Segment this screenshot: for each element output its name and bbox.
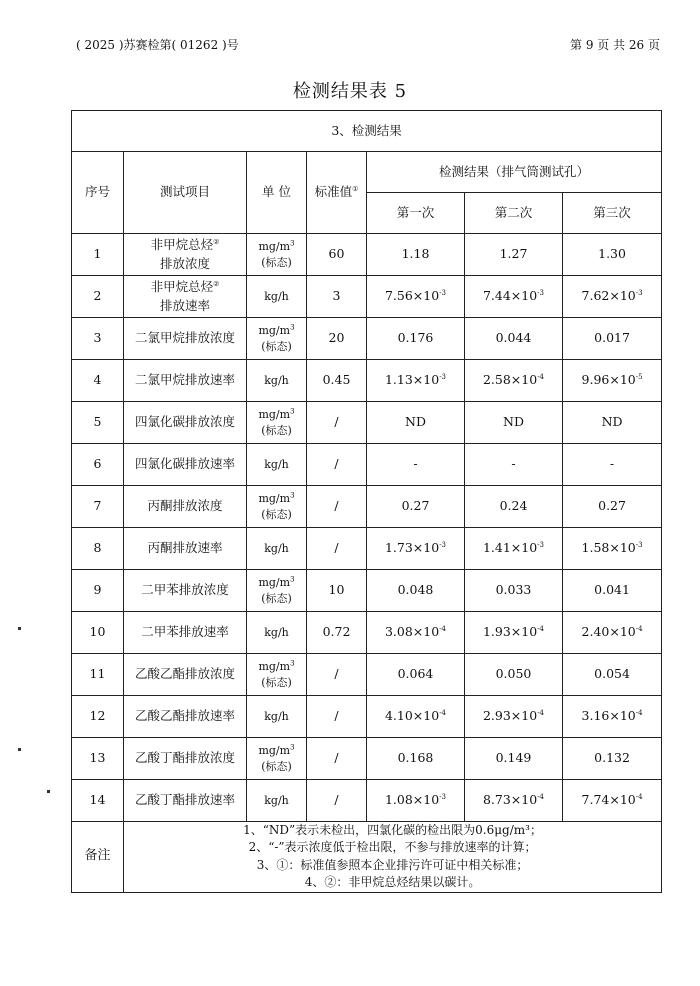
result-second [465, 276, 563, 318]
col-header-standard [307, 152, 367, 234]
row-number: 5 [72, 402, 124, 444]
unit-value: kg/h [264, 625, 289, 639]
table-row [72, 486, 662, 528]
result-first-value: 0.27 [401, 498, 430, 514]
table-row [72, 402, 662, 444]
result-second [465, 486, 563, 528]
result-first-value: 1.13×10 [384, 372, 440, 388]
result-third-value: 0.054 [594, 666, 630, 682]
test-item [124, 276, 247, 318]
result-third-value: 0.132 [594, 750, 630, 766]
table-row [72, 570, 662, 612]
result-second-value: 1.41×10 [482, 540, 538, 556]
result-second [465, 780, 563, 822]
result-third [563, 654, 662, 696]
row-number: 1 [72, 234, 124, 276]
test-item-name: 二氯甲烷排放浓度 [134, 330, 235, 346]
test-item-name: 乙酸乙酯排放速率 [134, 708, 235, 724]
result-third [563, 444, 662, 486]
test-item [124, 570, 247, 612]
result-first-value: 0.176 [397, 330, 434, 346]
result-third [563, 234, 662, 276]
result-second-value: 2.93×10 [482, 708, 538, 724]
result-first-value: ND [405, 414, 426, 430]
unit-value: kg/h [264, 457, 289, 471]
table-row [72, 780, 662, 822]
unit-condition: (标态) [261, 423, 292, 437]
result-third [563, 528, 662, 570]
table-row [72, 654, 662, 696]
result-third [563, 612, 662, 654]
result-third [563, 318, 662, 360]
standard-value: 0.72 [307, 612, 367, 654]
unit-value: mg/m [258, 323, 291, 337]
standard-value: / [307, 402, 367, 444]
result-first-value: 4.10×10 [384, 708, 440, 724]
standard-value: 10 [307, 570, 367, 612]
unit-value: mg/m [258, 407, 291, 421]
result-first [367, 780, 465, 822]
result-first [367, 570, 465, 612]
unit-exp: 3 [290, 490, 295, 499]
note-item: 2、“-”表示浓度低于检出限，不参与排放速率的计算； [248, 840, 537, 855]
result-third-value: 2.40×10 [581, 624, 636, 640]
result-first [367, 696, 465, 738]
row-number: 11 [72, 654, 124, 696]
unit-value: kg/h [264, 373, 289, 387]
unit-value: mg/m [258, 239, 291, 253]
row-number: 13 [72, 738, 124, 780]
result-second [465, 696, 563, 738]
result-first [367, 360, 465, 402]
result-second-value: 7.44×10 [482, 288, 538, 304]
result-second-exp: -4 [537, 373, 545, 382]
unit-condition: (标态) [261, 759, 292, 773]
unit-cell [247, 780, 307, 822]
test-item-name-cont: 排放速率 [159, 297, 210, 313]
test-item [124, 696, 247, 738]
standard-value: 3 [307, 276, 367, 318]
unit-cell [247, 654, 307, 696]
unit-cell [247, 528, 307, 570]
table-row [72, 612, 662, 654]
test-item-name: 二氯甲烷排放速率 [134, 372, 235, 388]
standard-value: / [307, 486, 367, 528]
table-row [72, 360, 662, 402]
result-first [367, 528, 465, 570]
result-first [367, 234, 465, 276]
result-third-exp: -4 [635, 625, 643, 634]
header-row [72, 152, 662, 193]
result-second [465, 234, 563, 276]
col-header-second: 第二次 [465, 193, 563, 234]
unit-cell [247, 444, 307, 486]
result-first [367, 612, 465, 654]
unit-value: mg/m [258, 743, 291, 757]
test-item [124, 738, 247, 780]
row-number: 6 [72, 444, 124, 486]
row-number: 9 [72, 570, 124, 612]
result-second-value: - [511, 456, 516, 472]
item-mark: ② [213, 238, 220, 247]
result-first [367, 486, 465, 528]
standard-value: 20 [307, 318, 367, 360]
col-header-third: 第三次 [563, 193, 662, 234]
row-number: 2 [72, 276, 124, 318]
test-item [124, 528, 247, 570]
result-second [465, 402, 563, 444]
test-item [124, 654, 247, 696]
section-row [72, 111, 662, 152]
test-item-name: 二甲苯排放速率 [141, 624, 229, 640]
unit-condition: (标态) [261, 507, 292, 521]
test-item [124, 444, 247, 486]
row-number: 10 [72, 612, 124, 654]
result-second [465, 444, 563, 486]
result-second [465, 738, 563, 780]
result-second-value: 1.27 [499, 246, 528, 262]
row-number: 8 [72, 528, 124, 570]
result-second-exp: -3 [537, 541, 545, 550]
standard-value: / [307, 780, 367, 822]
result-third-value: 0.041 [594, 582, 630, 598]
unit-cell [247, 486, 307, 528]
unit-exp: 3 [290, 574, 295, 583]
col-header-unit: 单 位 [247, 152, 307, 234]
result-first-value: 0.064 [397, 666, 434, 682]
result-first-exp: -3 [439, 793, 447, 802]
result-third [563, 696, 662, 738]
standard-value: / [307, 444, 367, 486]
unit-cell [247, 402, 307, 444]
unit-value: mg/m [258, 659, 291, 673]
result-second [465, 360, 563, 402]
note-item: 1、“ND”表示未检出，四氯化碳的检出限为0.6μg/m³； [243, 823, 542, 837]
table-row [72, 444, 662, 486]
unit-exp: 3 [290, 742, 295, 751]
report-number: ( 2025 )苏赛检第( 01262 )号 [76, 38, 239, 52]
result-third-value: 0.27 [598, 498, 626, 514]
result-second-value: 0.033 [495, 582, 532, 598]
result-second-value: ND [503, 414, 524, 430]
unit-condition: (标态) [261, 255, 292, 269]
table-row [72, 318, 662, 360]
result-third [563, 486, 662, 528]
col-header-results: 检测结果（排气筒测试孔） [367, 152, 662, 193]
unit-cell [247, 318, 307, 360]
standard-value: / [307, 696, 367, 738]
result-first-exp: -4 [439, 709, 447, 718]
row-number: 14 [72, 780, 124, 822]
test-item-name: 二甲苯排放浓度 [141, 582, 229, 598]
test-item [124, 318, 247, 360]
test-item-name: 乙酸乙酯排放浓度 [134, 666, 235, 682]
scan-mark [18, 627, 21, 630]
table-row [72, 276, 662, 318]
table-row [72, 696, 662, 738]
result-second-exp: -4 [537, 709, 545, 718]
notes-list [124, 822, 662, 893]
standard-value: 60 [307, 234, 367, 276]
result-first [367, 444, 465, 486]
result-second [465, 654, 563, 696]
test-item-name-cont: 排放浓度 [159, 255, 210, 271]
result-third [563, 570, 662, 612]
section-title: 3、检测结果 [72, 111, 662, 152]
result-second-value: 0.24 [499, 498, 528, 514]
result-third-value: 9.96×10 [581, 372, 636, 388]
unit-value: mg/m [258, 575, 291, 589]
test-item-name: 丙酮排放速率 [147, 540, 223, 556]
unit-cell [247, 612, 307, 654]
result-first [367, 402, 465, 444]
row-number: 3 [72, 318, 124, 360]
notes-row [72, 822, 662, 893]
table-row [72, 528, 662, 570]
unit-exp: 3 [290, 658, 295, 667]
result-third-value: 7.62×10 [581, 288, 636, 304]
result-first-value: 3.08×10 [384, 624, 440, 640]
notes-label: 备注 [72, 822, 124, 893]
unit-value: kg/h [264, 709, 289, 723]
row-number: 12 [72, 696, 124, 738]
result-second-exp: -4 [537, 793, 545, 802]
result-third-value: 1.58×10 [581, 540, 636, 556]
standard-mark: ① [352, 185, 359, 194]
result-first [367, 738, 465, 780]
unit-exp: 3 [290, 238, 295, 247]
test-item-name: 四氯化碳排放速率 [134, 456, 235, 472]
item-mark: ② [213, 280, 220, 289]
result-third-value: ND [601, 414, 623, 430]
unit-cell [247, 360, 307, 402]
result-second-value: 8.73×10 [482, 792, 538, 808]
result-first [367, 276, 465, 318]
standard-value: / [307, 738, 367, 780]
unit-value: kg/h [264, 541, 289, 555]
test-item [124, 486, 247, 528]
test-item-name: 乙酸丁酯排放浓度 [134, 750, 235, 766]
test-item [124, 360, 247, 402]
row-number: 7 [72, 486, 124, 528]
row-number: 4 [72, 360, 124, 402]
test-item [124, 402, 247, 444]
unit-exp: 3 [290, 322, 295, 331]
standard-label: 标准值 [314, 184, 353, 200]
result-second [465, 528, 563, 570]
col-header-no: 序号 [72, 152, 124, 234]
result-second-value: 1.93×10 [482, 624, 538, 640]
result-first-exp: -3 [439, 289, 447, 298]
unit-cell [247, 738, 307, 780]
test-item-name: 四氯化碳排放浓度 [134, 414, 235, 430]
result-third [563, 360, 662, 402]
unit-cell [247, 276, 307, 318]
result-first [367, 654, 465, 696]
result-first [367, 318, 465, 360]
result-third-exp: -4 [635, 793, 643, 802]
test-item-name: 非甲烷总烃 [150, 279, 214, 295]
result-first-exp: -3 [439, 541, 447, 550]
test-item [124, 612, 247, 654]
table-row [72, 234, 662, 276]
note-item: 4、②：非甲烷总烃结果以碳计。 [304, 875, 481, 890]
result-third-value: 3.16×10 [581, 708, 636, 724]
result-first-value: 0.048 [397, 582, 434, 598]
result-second [465, 612, 563, 654]
col-header-item: 测试项目 [124, 152, 247, 234]
unit-value: mg/m [258, 491, 291, 505]
result-third-exp: -3 [635, 289, 643, 298]
result-third-exp: -3 [635, 541, 643, 550]
result-first-value: 7.56×10 [384, 288, 440, 304]
result-third-value: 0.017 [594, 330, 630, 346]
results-table [71, 110, 662, 893]
unit-condition: (标态) [261, 339, 292, 353]
table-row [72, 738, 662, 780]
result-second-value: 0.050 [495, 666, 532, 682]
result-third [563, 276, 662, 318]
result-first-exp: -3 [439, 373, 447, 382]
standard-value: / [307, 654, 367, 696]
unit-exp: 3 [290, 406, 295, 415]
standard-value: 0.45 [307, 360, 367, 402]
result-first-value: 1.18 [401, 246, 430, 262]
unit-cell [247, 234, 307, 276]
unit-value: kg/h [264, 793, 289, 807]
test-item-name: 乙酸丁酯排放速率 [134, 792, 235, 808]
result-third [563, 738, 662, 780]
unit-condition: (标态) [261, 591, 292, 605]
result-second-exp: -3 [537, 289, 545, 298]
result-second [465, 318, 563, 360]
result-third-value: - [609, 456, 615, 472]
test-item [124, 780, 247, 822]
result-third-value: 7.74×10 [581, 792, 636, 808]
scan-mark [18, 748, 21, 751]
result-first-value: 1.08×10 [384, 792, 440, 808]
result-second-value: 2.58×10 [482, 372, 538, 388]
result-third-exp: -5 [635, 373, 643, 382]
unit-value: kg/h [264, 289, 289, 303]
result-first-value: - [413, 456, 418, 472]
result-second-value: 0.149 [495, 750, 532, 766]
test-item-name: 非甲烷总烃 [150, 237, 214, 253]
result-second [465, 570, 563, 612]
scan-mark [47, 790, 50, 793]
page-title: 检测结果表 5 [292, 81, 408, 102]
page-indicator: 第 9 页 共 26 页 [570, 38, 660, 52]
result-first-value: 0.168 [397, 750, 434, 766]
result-third [563, 402, 662, 444]
standard-value: / [307, 528, 367, 570]
test-item [124, 234, 247, 276]
result-third [563, 780, 662, 822]
unit-cell [247, 570, 307, 612]
unit-cell [247, 696, 307, 738]
result-first-value: 1.73×10 [384, 540, 440, 556]
note-item: 3、①：标准值参照本企业排污许可证中相关标准； [256, 857, 529, 872]
test-item-name: 丙酮排放浓度 [147, 498, 223, 514]
result-third-value: 1.30 [598, 246, 626, 262]
result-second-exp: -4 [537, 625, 545, 634]
result-first-exp: -4 [439, 625, 447, 634]
result-second-value: 0.044 [495, 330, 532, 346]
col-header-first: 第一次 [367, 193, 465, 234]
result-third-exp: -4 [635, 709, 643, 718]
unit-condition: (标态) [261, 675, 292, 689]
